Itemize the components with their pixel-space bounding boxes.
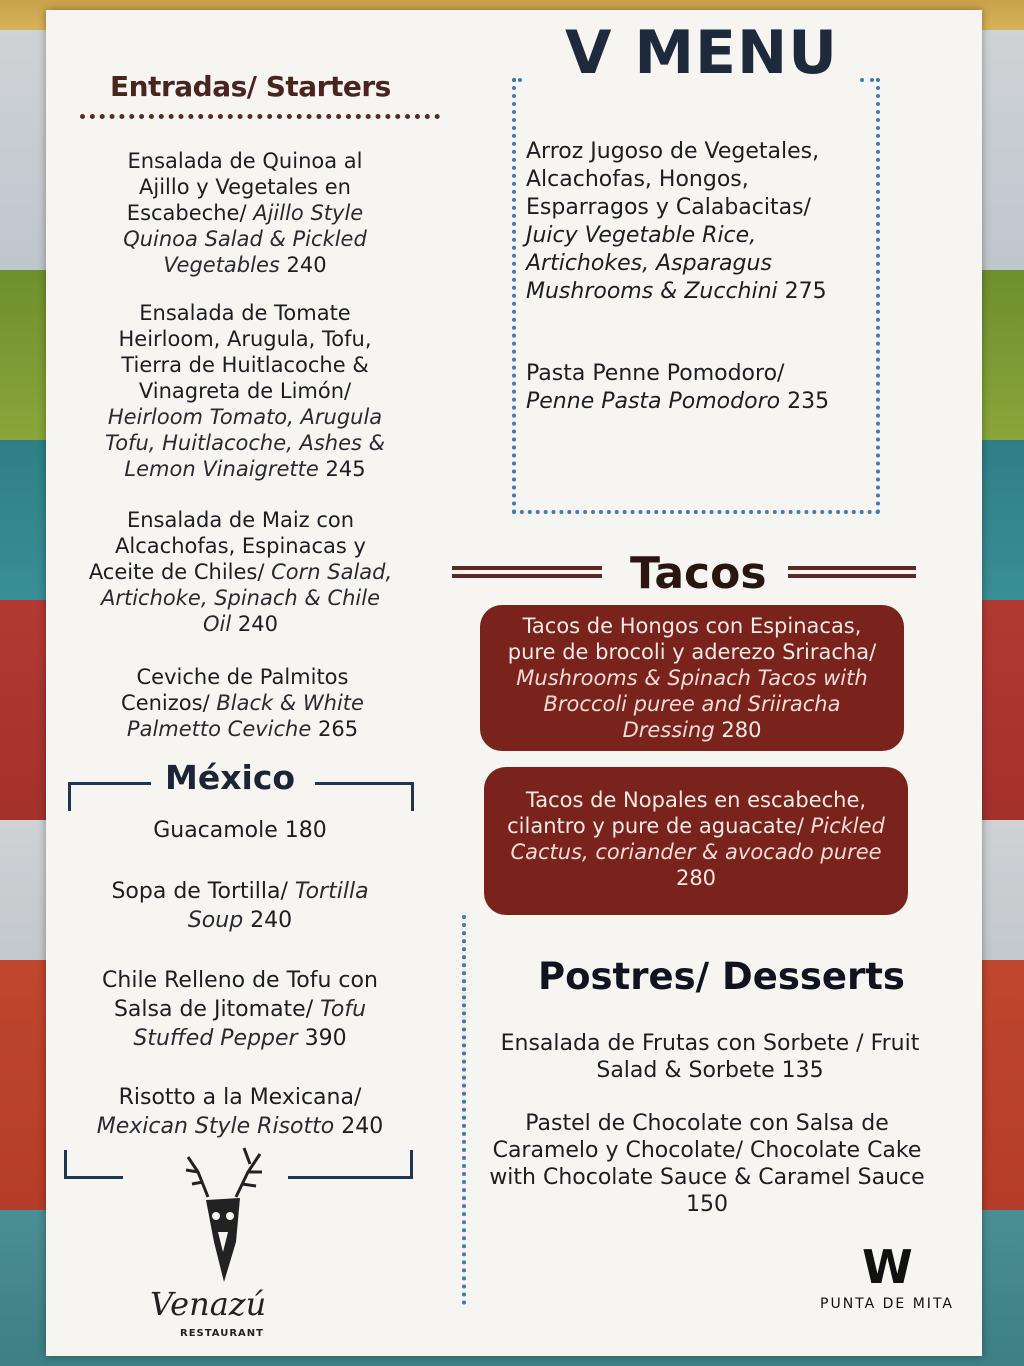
item-price: 240 [341, 1114, 384, 1139]
item-price: 245 [325, 457, 366, 481]
dessert-item [470, 1110, 944, 1218]
item-name-en: Tofu Stuffed Pepper [133, 997, 367, 1051]
item-price: 180 [284, 818, 327, 843]
starter-item [100, 148, 390, 278]
starter-item [95, 300, 395, 482]
item-price: 240 [237, 612, 278, 636]
item-price: 280 [675, 866, 717, 890]
starter-item [100, 664, 385, 742]
item-name-en: Pickled Cactus, coriander & avocado puree [510, 814, 885, 864]
item-price: 235 [787, 389, 830, 414]
item-price: 390 [304, 1026, 347, 1051]
item-name-es: Tacos de Nopales en escabeche, cilantro y pure de aguacate/ [507, 788, 867, 838]
hotel-location: PUNTA DE MITA [820, 1296, 954, 1312]
deer-logo-icon [178, 1142, 268, 1292]
item-price: 240 [250, 908, 293, 933]
item-name-es: Tacos de Hongos con Espinacas, pure de brocoli y aderezo Sriracha/ [507, 614, 877, 664]
taco-item [484, 767, 908, 915]
mexico-bracket [315, 782, 414, 811]
desserts-divider [462, 915, 466, 1305]
item-price: 150 [686, 1192, 728, 1217]
desserts-heading: Postres/ Desserts [538, 955, 905, 998]
item-name-en: Ajillo Style Quinoa Salad & Pickled Vegetables [123, 201, 367, 277]
hotel-logo: W [862, 1240, 913, 1294]
item-price: 135 [781, 1058, 824, 1083]
starter-item [88, 507, 393, 637]
item-name-es: Pastel de Chocolate con Salsa de Caramelo y Chocolate/ [492, 1111, 889, 1163]
v-menu-item [526, 138, 856, 306]
tacos-heading: Tacos [630, 548, 767, 599]
starters-divider [80, 114, 440, 119]
item-name-es: Risotto a la Mexicana/ [118, 1085, 362, 1110]
item-name-en: Fruit Salad & Sorbete [596, 1031, 920, 1083]
mexico-heading: México [165, 758, 296, 797]
starters-heading: Entradas/ Starters [110, 70, 391, 103]
item-name-en: Mexican Style Risotto [96, 1114, 335, 1139]
item-name-en: Juicy Vegetable Rice, Artichokes, Asparagus Mushrooms & Zucchini [526, 223, 778, 304]
item-name-en: Black & White Palmetto Ceviche [126, 691, 364, 741]
tacos-rule-right [788, 566, 916, 578]
item-price: 280 [721, 718, 762, 742]
v-menu-item [526, 360, 856, 416]
item-price: 275 [784, 279, 827, 304]
mexico-item [80, 1083, 400, 1141]
mexico-item [90, 818, 390, 844]
item-name-es: Ensalada de Maiz con Alcachofas, Espinacas y Aceite de Chiles/ [88, 508, 366, 584]
item-name-es: Arroz Jugoso de Vegetales, Alcachofas, Hongos, Esparragos y Calabacitas/ [526, 139, 820, 220]
mexico-item [85, 966, 395, 1053]
item-name-en: Penne Pasta Pomodoro [526, 389, 781, 414]
taco-item [480, 605, 904, 751]
item-name-es: Pasta Penne Pomodoro/ [526, 361, 785, 386]
v-menu-heading: V MENU [565, 18, 838, 88]
mexico-item [90, 877, 390, 935]
item-price: 240 [286, 253, 327, 277]
item-name-es: Chile Relleno de Tofu con Salsa de Jitomate/ [102, 968, 378, 1022]
restaurant-name: Venazú [150, 1285, 267, 1323]
item-name-es: Ensalada de Quinoa al Ajillo y Vegetales en Escabeche/ [126, 149, 363, 225]
item-price: 265 [317, 717, 359, 741]
item-name-es: Ceviche de Palmitos Cenizos/ [121, 665, 349, 715]
item-name-en: Mushrooms & Spinach Tacos with Broccoli puree and Sriiracha Dressing [516, 666, 868, 742]
item-name-en: Corn Salad, Artichoke, Spinach & Chile Oil [100, 560, 393, 636]
restaurant-subtitle: RESTAURANT [180, 1328, 264, 1339]
item-name-es: Ensalada de Frutas con Sorbete / [500, 1031, 864, 1056]
item-name-es: Sopa de Tortilla/ [111, 879, 288, 904]
item-name-en: Heirloom Tomato, Arugula Tofu, Huitlacoche, Ashes & Lemon Vinaigrette [104, 405, 386, 481]
item-name-es: Ensalada de Tomate Heirloom, Arugula, Tofu, Tierra de Huitlacoche & Vinagreta de Limón/ [118, 301, 372, 403]
mexico-bracket [68, 782, 151, 811]
item-name-en: Chocolate Cake with Chocolate Sauce & Caramel Sauce [489, 1138, 925, 1190]
tacos-rule-left [452, 566, 602, 578]
item-name-es: Guacamole [153, 818, 278, 843]
dessert-item [490, 1030, 930, 1084]
mexico-bracket [64, 1150, 123, 1179]
mexico-bracket [288, 1150, 413, 1179]
item-name-en: Tortilla Soup [187, 879, 369, 933]
